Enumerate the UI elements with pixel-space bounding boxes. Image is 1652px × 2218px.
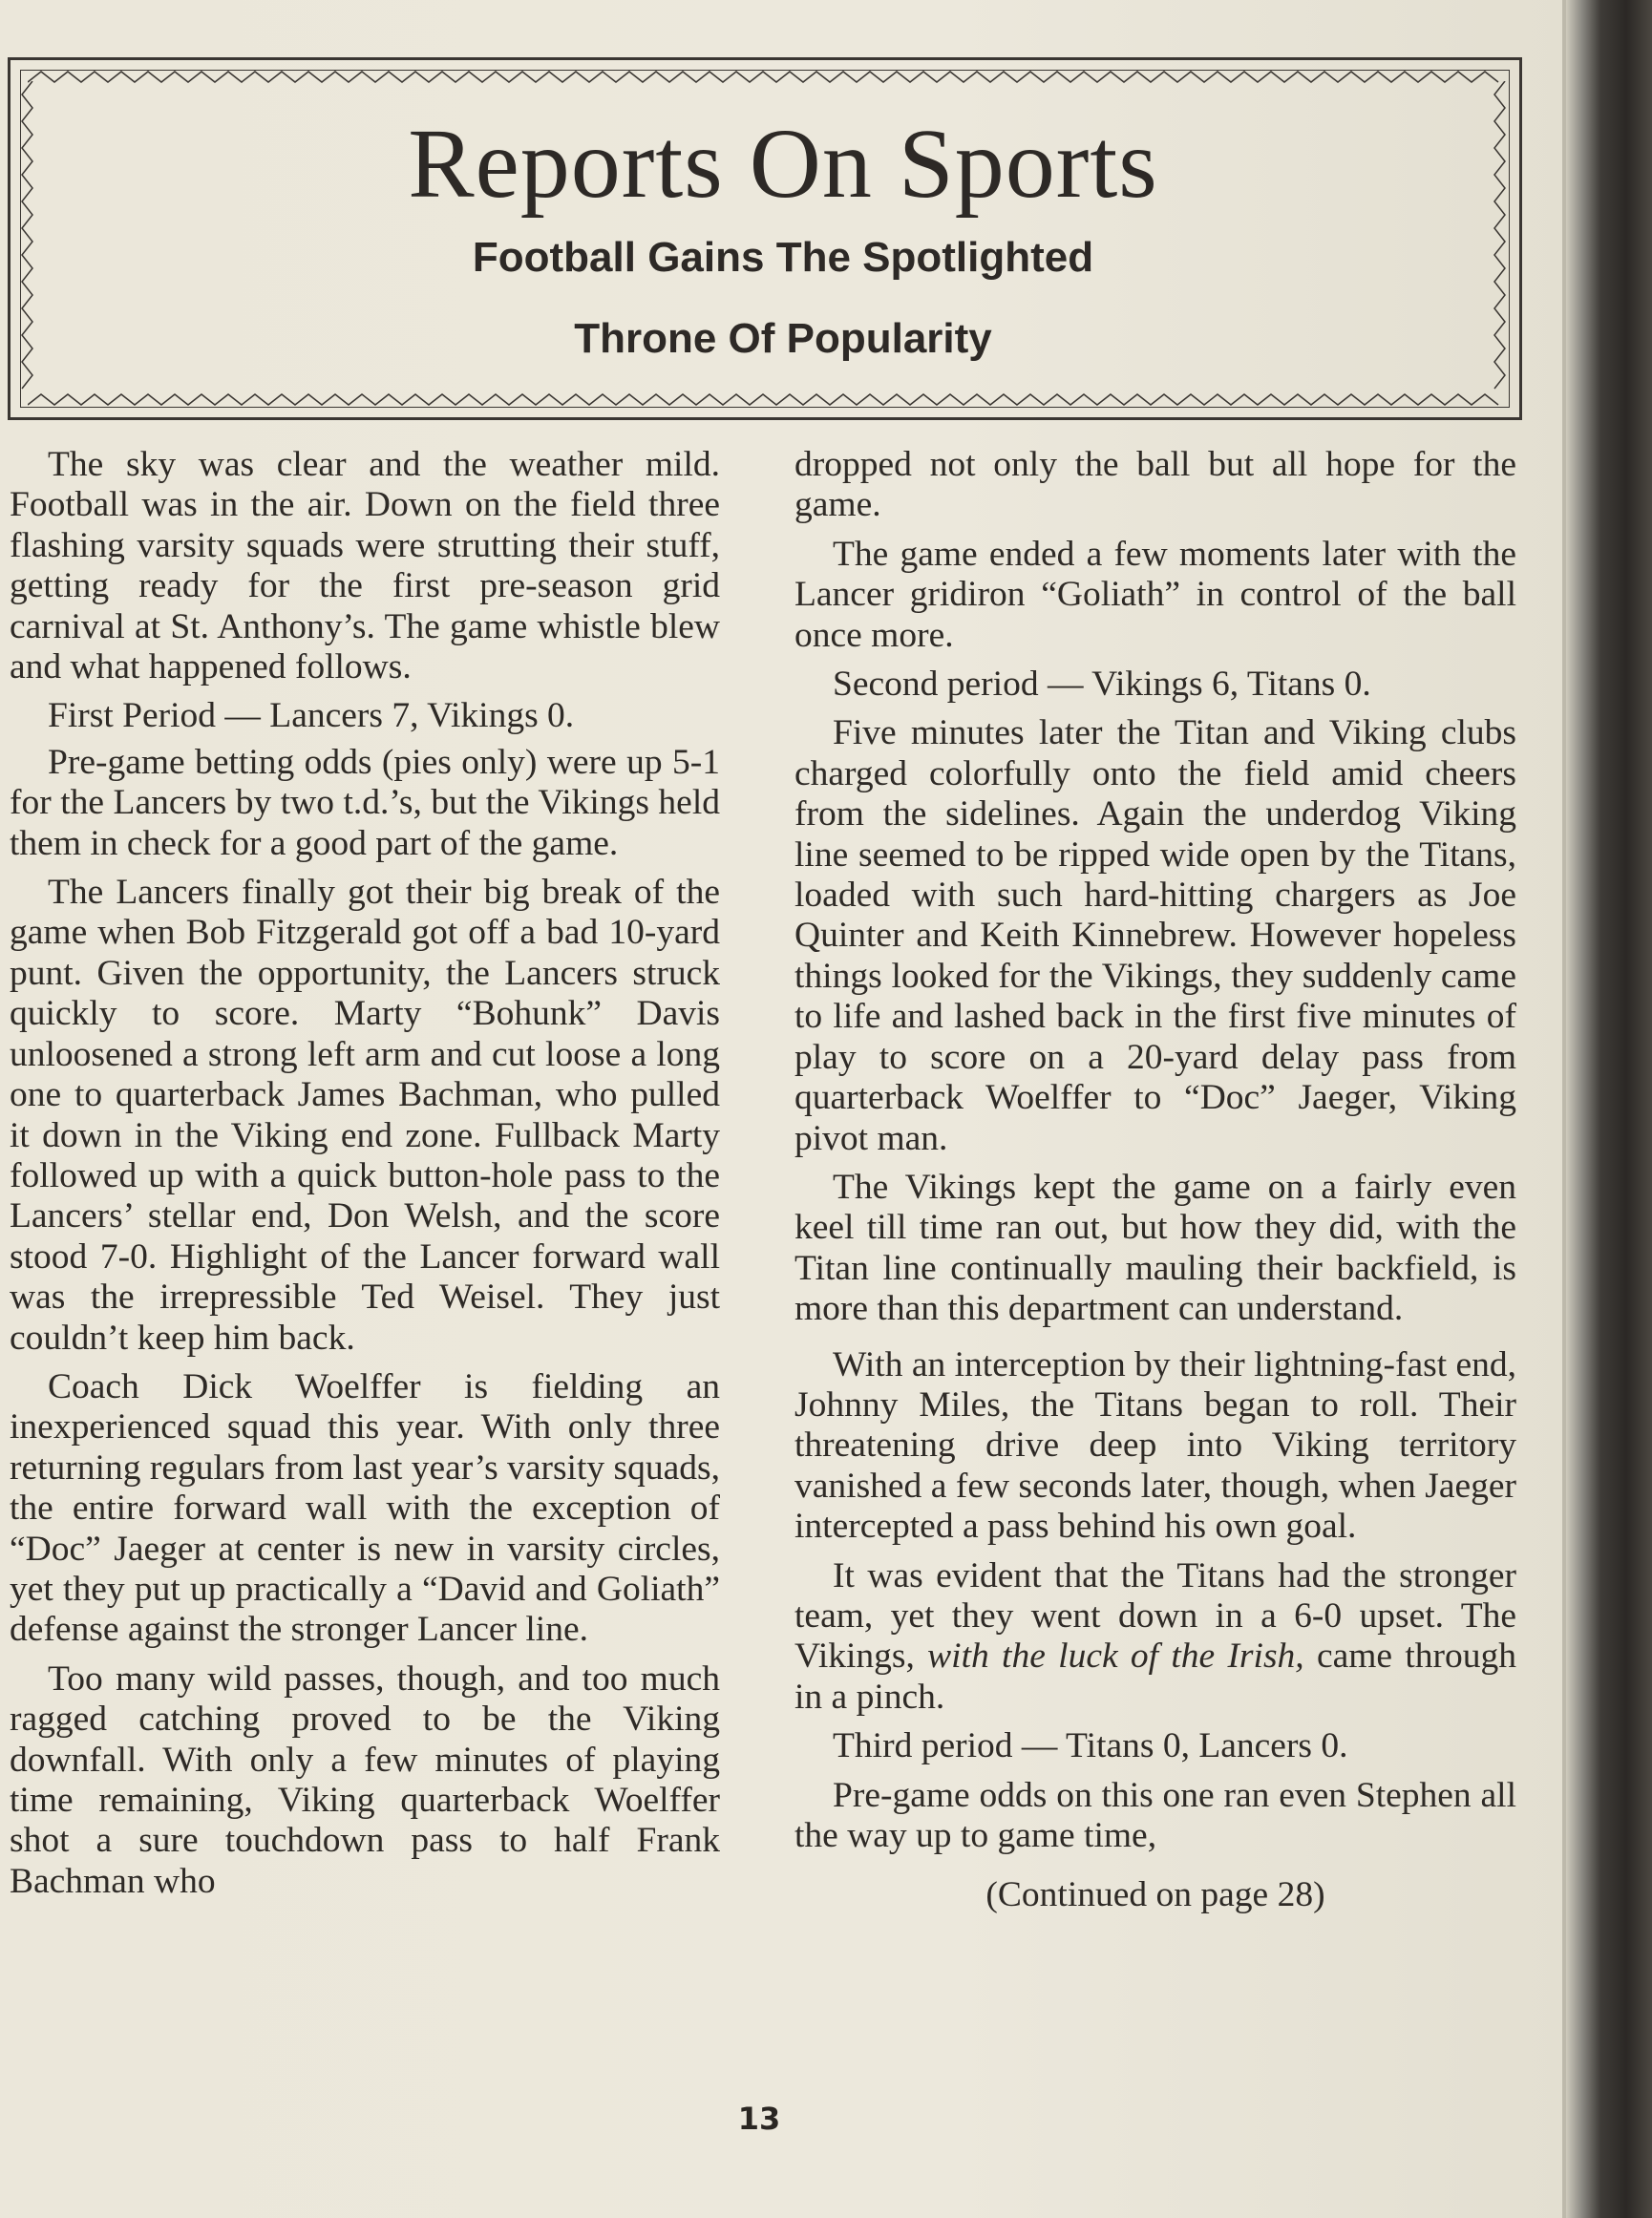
paragraph: dropped not only the ball but all hope for the game. [794, 445, 1516, 525]
subtitle-line-2: Throne Of Popularity [574, 315, 992, 362]
paragraph: Pre-game betting odds (pies only) were up 5-1 for the Lancers by two t.d.’s, but the Vikings held them in check for a good part of the game. [10, 742, 720, 863]
binding-spine [1566, 0, 1652, 2218]
left-column [10, 445, 720, 1911]
paragraph: The sky was clear and the weather mild. Football was in the air. Down on the field three flashing varsity squads were strutting their stuff, getting ready for the first pre-season grid carnival at St. Anthony’s. The game whistle blew and what happened follows. [10, 445, 720, 687]
zigzag-border-bottom [28, 392, 1504, 408]
section-heading: Second period — Vikings 6, Titans 0. [833, 665, 1371, 705]
page-number: 13 [737, 2101, 781, 2137]
paragraph-text: It was evident that the Titans had the stronger team, yet they went down in a 6-0 upset. The Vikings, [794, 1555, 1516, 1677]
paragraph: Pre-game odds on this one ran even Stephen all the way up to game time, [794, 1775, 1516, 1855]
section-heading: First Period — Lancers 7, Vikings 0. [48, 696, 575, 736]
paragraph: The Lancers finally got their big break of the game when Bob Fitzgerald got off a bad 10-yard punt. Given the opportunity, the Lancers struck quickly to score. Marty “Bohunk” Davis unloosened a strong left arm and cut loose a long one to quarterback James Bachman, who pulled it down in the Viking end zone. Fullback Marty followed up with a quick button-hole pass to the Lancers’ stellar end, Don Welsh, and the score stood 7-0. Highlight of the Lancer forward wall was the irrepressible Ted Weisel. They just couldn’t keep him back. [10, 873, 720, 1358]
page-title: Reports On Sports [408, 109, 1158, 219]
subtitle-line-1: Football Gains The Spotlighted [472, 234, 1094, 281]
right-column [794, 445, 1516, 1916]
paragraph: Too many wild passes, though, and too much ragged catching proved to be the Viking downfall. With only a few minutes of playing time remaining, Viking quarterback Woelffer shot a sure touchdown pass to half Frank Bachman who [10, 1658, 720, 1901]
zigzag-border-top [28, 70, 1504, 85]
paragraph-text: With an interception by their lightning-fast end, Johnny Miles, the Titans began to roll. Their threatening drive deep into Viking territory vanished a few seconds later, though, when Jaeger intercepted a pass behind his own goal. [794, 1344, 1517, 1547]
paragraph [794, 1345, 1516, 1548]
paragraph: Five minutes later the Titan and Viking clubs charged colorfully onto the field amid cheers from the sidelines. Again the underdog Viking line seemed to be ripped wide open by the Titans, loaded with such hard-hitting chargers as Joe Quinter and Keith Kinnebrew. However hopeless things looked for the Vikings, they suddenly came to life and lashed back in the first five minutes of play to score on a 20-yard delay pass from quarterback Woelffer to “Doc” Jaeger, Viking pivot man. [794, 713, 1516, 1158]
paragraph: The Vikings kept the game on a fairly even keel till time ran out, but how they did, with the Titan line continually mauling their backfield, is more than this department can understand. [794, 1167, 1516, 1329]
continued-note: (Continued on page 28) [985, 1875, 1325, 1915]
section-heading: Third period — Titans 0, Lancers 0. [833, 1726, 1348, 1766]
paragraph: The game ended a few moments later with the Lancer gridiron “Goliath” in control of the ball once more. [794, 534, 1516, 655]
paragraph: Coach Dick Woelffer is fielding an inexperienced squad this year. With only three returning regulars from last year’s varsity squads, the entire forward wall with the exception of “Doc” Jaeger at center is new in varsity circles, yet they put up practically a “David and Goliath” defense against the stronger Lancer line. [10, 1366, 720, 1650]
paragraph-text: came through in a pinch. [794, 1637, 1516, 1717]
paragraph [794, 1556, 1516, 1719]
italic-phrase: with the luck of the Irish, [927, 1637, 1304, 1677]
